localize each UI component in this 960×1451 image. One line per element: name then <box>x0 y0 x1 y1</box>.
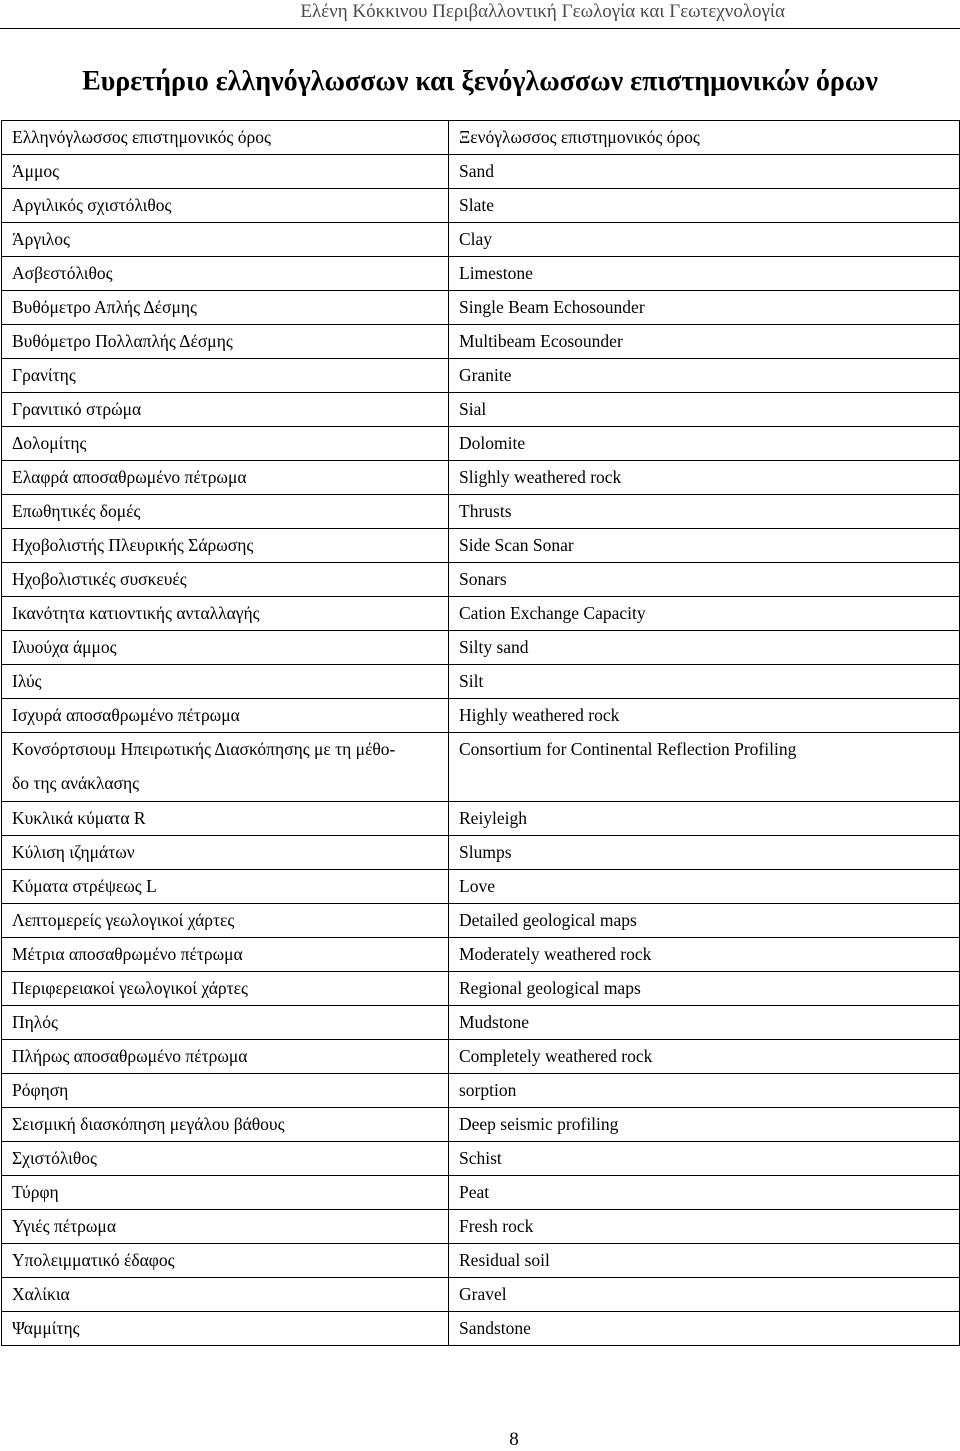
greek-term-cell: Πλήρως αποσαθρωμένο πέτρωμα <box>2 1040 449 1074</box>
foreign-term-cell: Sial <box>449 393 960 427</box>
table-row <box>2 836 960 870</box>
greek-term-cell: Άμμος <box>2 155 449 189</box>
table-row <box>2 904 960 938</box>
table-row <box>2 665 960 699</box>
table-row <box>2 223 960 257</box>
foreign-term-cell: Deep seismic profiling <box>449 1108 960 1142</box>
greek-term-cell: Κύλιση ιζημάτων <box>2 836 449 870</box>
table-row <box>2 427 960 461</box>
greek-term-cell <box>2 733 449 802</box>
table-row <box>2 938 960 972</box>
greek-term-cell: Γρανίτης <box>2 359 449 393</box>
table-row <box>2 563 960 597</box>
header-greek-term: Ελληνόγλωσσος επιστημονικός όρος <box>2 121 449 155</box>
greek-term-cell: Ικανότητα κατιοντικής ανταλλαγής <box>2 597 449 631</box>
foreign-term-cell: Detailed geological maps <box>449 904 960 938</box>
greek-term-cell: Ασβεστόλιθος <box>2 257 449 291</box>
table-row <box>2 393 960 427</box>
foreign-term-cell: Single Beam Echosounder <box>449 291 960 325</box>
foreign-term-cell: Slumps <box>449 836 960 870</box>
table-row <box>2 1176 960 1210</box>
table-row <box>2 495 960 529</box>
greek-term-cell: Μέτρια αποσαθρωμένο πέτρωμα <box>2 938 449 972</box>
foreign-term-cell: Slate <box>449 189 960 223</box>
greek-term-line-2: δο της ανάκλασης <box>12 773 140 793</box>
foreign-term-cell: Silty sand <box>449 631 960 665</box>
foreign-term-cell: Clay <box>449 223 960 257</box>
page-title: Ευρετήριο ελληνόγλωσσων και ξενόγλωσσων επιστημονικών όρων <box>82 66 878 97</box>
foreign-term-cell: Multibeam Ecosounder <box>449 325 960 359</box>
greek-term-line-1: Κονσόρτσιουμ Ηπειρωτικής Διασκόπησης με τη μέθο- <box>12 739 396 759</box>
foreign-term-cell: Mudstone <box>449 1006 960 1040</box>
table-row <box>2 1244 960 1278</box>
running-header: Ελένη Κόκκινου Περιβαλλοντική Γεωλογία και Γεωτεχνολογία <box>300 1 785 22</box>
foreign-term-cell: Sandstone <box>449 1312 960 1346</box>
table-row <box>2 325 960 359</box>
greek-term-cell: Σχιστόλιθος <box>2 1142 449 1176</box>
greek-term-cell: Ρόφηση <box>2 1074 449 1108</box>
foreign-term-cell: Gravel <box>449 1278 960 1312</box>
table-row <box>2 529 960 563</box>
table-row <box>2 870 960 904</box>
greek-term-cell: Δολομίτης <box>2 427 449 461</box>
greek-term-cell: Επωθητικές δομές <box>2 495 449 529</box>
greek-term-cell: Υπολειμματικό έδαφος <box>2 1244 449 1278</box>
table-header-row <box>2 121 960 155</box>
foreign-term-cell: Highly weathered rock <box>449 699 960 733</box>
greek-term-cell: Γρανιτικό στρώμα <box>2 393 449 427</box>
greek-term-cell: Ψαμμίτης <box>2 1312 449 1346</box>
table-row <box>2 461 960 495</box>
foreign-term-cell: Limestone <box>449 257 960 291</box>
table-row <box>2 597 960 631</box>
greek-term-cell: Ηχοβολιστής Πλευρικής Σάρωσης <box>2 529 449 563</box>
foreign-term-cell: Residual soil <box>449 1244 960 1278</box>
table-row <box>2 1312 960 1346</box>
table-row <box>2 1278 960 1312</box>
header-foreign-term: Ξενόγλωσσος επιστημονικός όρος <box>449 121 960 155</box>
foreign-term-cell: Regional geological maps <box>449 972 960 1006</box>
greek-term-cell: Κύματα στρέψεως L <box>2 870 449 904</box>
greek-term-cell: Υγιές πέτρωμα <box>2 1210 449 1244</box>
greek-term-cell: Ελαφρά αποσαθρωμένο πέτρωμα <box>2 461 449 495</box>
foreign-term-cell: Dolomite <box>449 427 960 461</box>
table-row <box>2 155 960 189</box>
table-row <box>2 1142 960 1176</box>
table-row <box>2 189 960 223</box>
greek-term-cell: Ισχυρά αποσαθρωμένο πέτρωμα <box>2 699 449 733</box>
greek-term-cell: Ηχοβολιστικές συσκευές <box>2 563 449 597</box>
greek-term-cell: Χαλίκια <box>2 1278 449 1312</box>
foreign-term-cell: Moderately weathered rock <box>449 938 960 972</box>
foreign-term-cell: Love <box>449 870 960 904</box>
table-row <box>2 699 960 733</box>
foreign-term-cell: Granite <box>449 359 960 393</box>
greek-term-cell: Σεισμική διασκόπηση μεγάλου βάθους <box>2 1108 449 1142</box>
foreign-term-cell: Reiyleigh <box>449 802 960 836</box>
foreign-term-cell: Silt <box>449 665 960 699</box>
foreign-term-cell: Thrusts <box>449 495 960 529</box>
greek-term-cell: Λεπτομερείς γεωλογικοί χάρτες <box>2 904 449 938</box>
page-number: 8 <box>509 1429 519 1450</box>
foreign-term-cell: Completely weathered rock <box>449 1040 960 1074</box>
table-row <box>2 257 960 291</box>
foreign-term-cell: Peat <box>449 1176 960 1210</box>
table-row <box>2 1074 960 1108</box>
glossary-table <box>1 120 960 1346</box>
foreign-term-cell: Cation Exchange Capacity <box>449 597 960 631</box>
greek-term-cell: Ιλυούχα άμμος <box>2 631 449 665</box>
foreign-term-cell: Fresh rock <box>449 1210 960 1244</box>
greek-term-cell: Αργιλικός σχιστόλιθος <box>2 189 449 223</box>
greek-term-cell: Πηλός <box>2 1006 449 1040</box>
table-row <box>2 1108 960 1142</box>
foreign-term-cell: Slighly weathered rock <box>449 461 960 495</box>
foreign-term-cell: Sand <box>449 155 960 189</box>
table-row <box>2 972 960 1006</box>
foreign-term-cell: sorption <box>449 1074 960 1108</box>
greek-term-cell: Βυθόμετρο Πολλαπλής Δέσμης <box>2 325 449 359</box>
greek-term-cell: Βυθόμετρο Απλής Δέσμης <box>2 291 449 325</box>
table-row <box>2 631 960 665</box>
greek-term-cell: Άργιλος <box>2 223 449 257</box>
foreign-term-cell: Side Scan Sonar <box>449 529 960 563</box>
table-row <box>2 359 960 393</box>
table-row <box>2 1006 960 1040</box>
table-row <box>2 291 960 325</box>
greek-term-cell: Τύρφη <box>2 1176 449 1210</box>
table-row <box>2 1210 960 1244</box>
table-row <box>2 733 960 802</box>
foreign-term-cell: Sonars <box>449 563 960 597</box>
greek-term-cell: Κυκλικά κύματα R <box>2 802 449 836</box>
greek-term-cell: Περιφερειακοί γεωλογικοί χάρτες <box>2 972 449 1006</box>
table-row <box>2 1040 960 1074</box>
foreign-term-cell: Consortium for Continental Reflection Profiling <box>449 733 960 802</box>
greek-term-cell: Ιλύς <box>2 665 449 699</box>
table-row <box>2 802 960 836</box>
header-rule <box>0 28 960 29</box>
foreign-term-cell: Schist <box>449 1142 960 1176</box>
